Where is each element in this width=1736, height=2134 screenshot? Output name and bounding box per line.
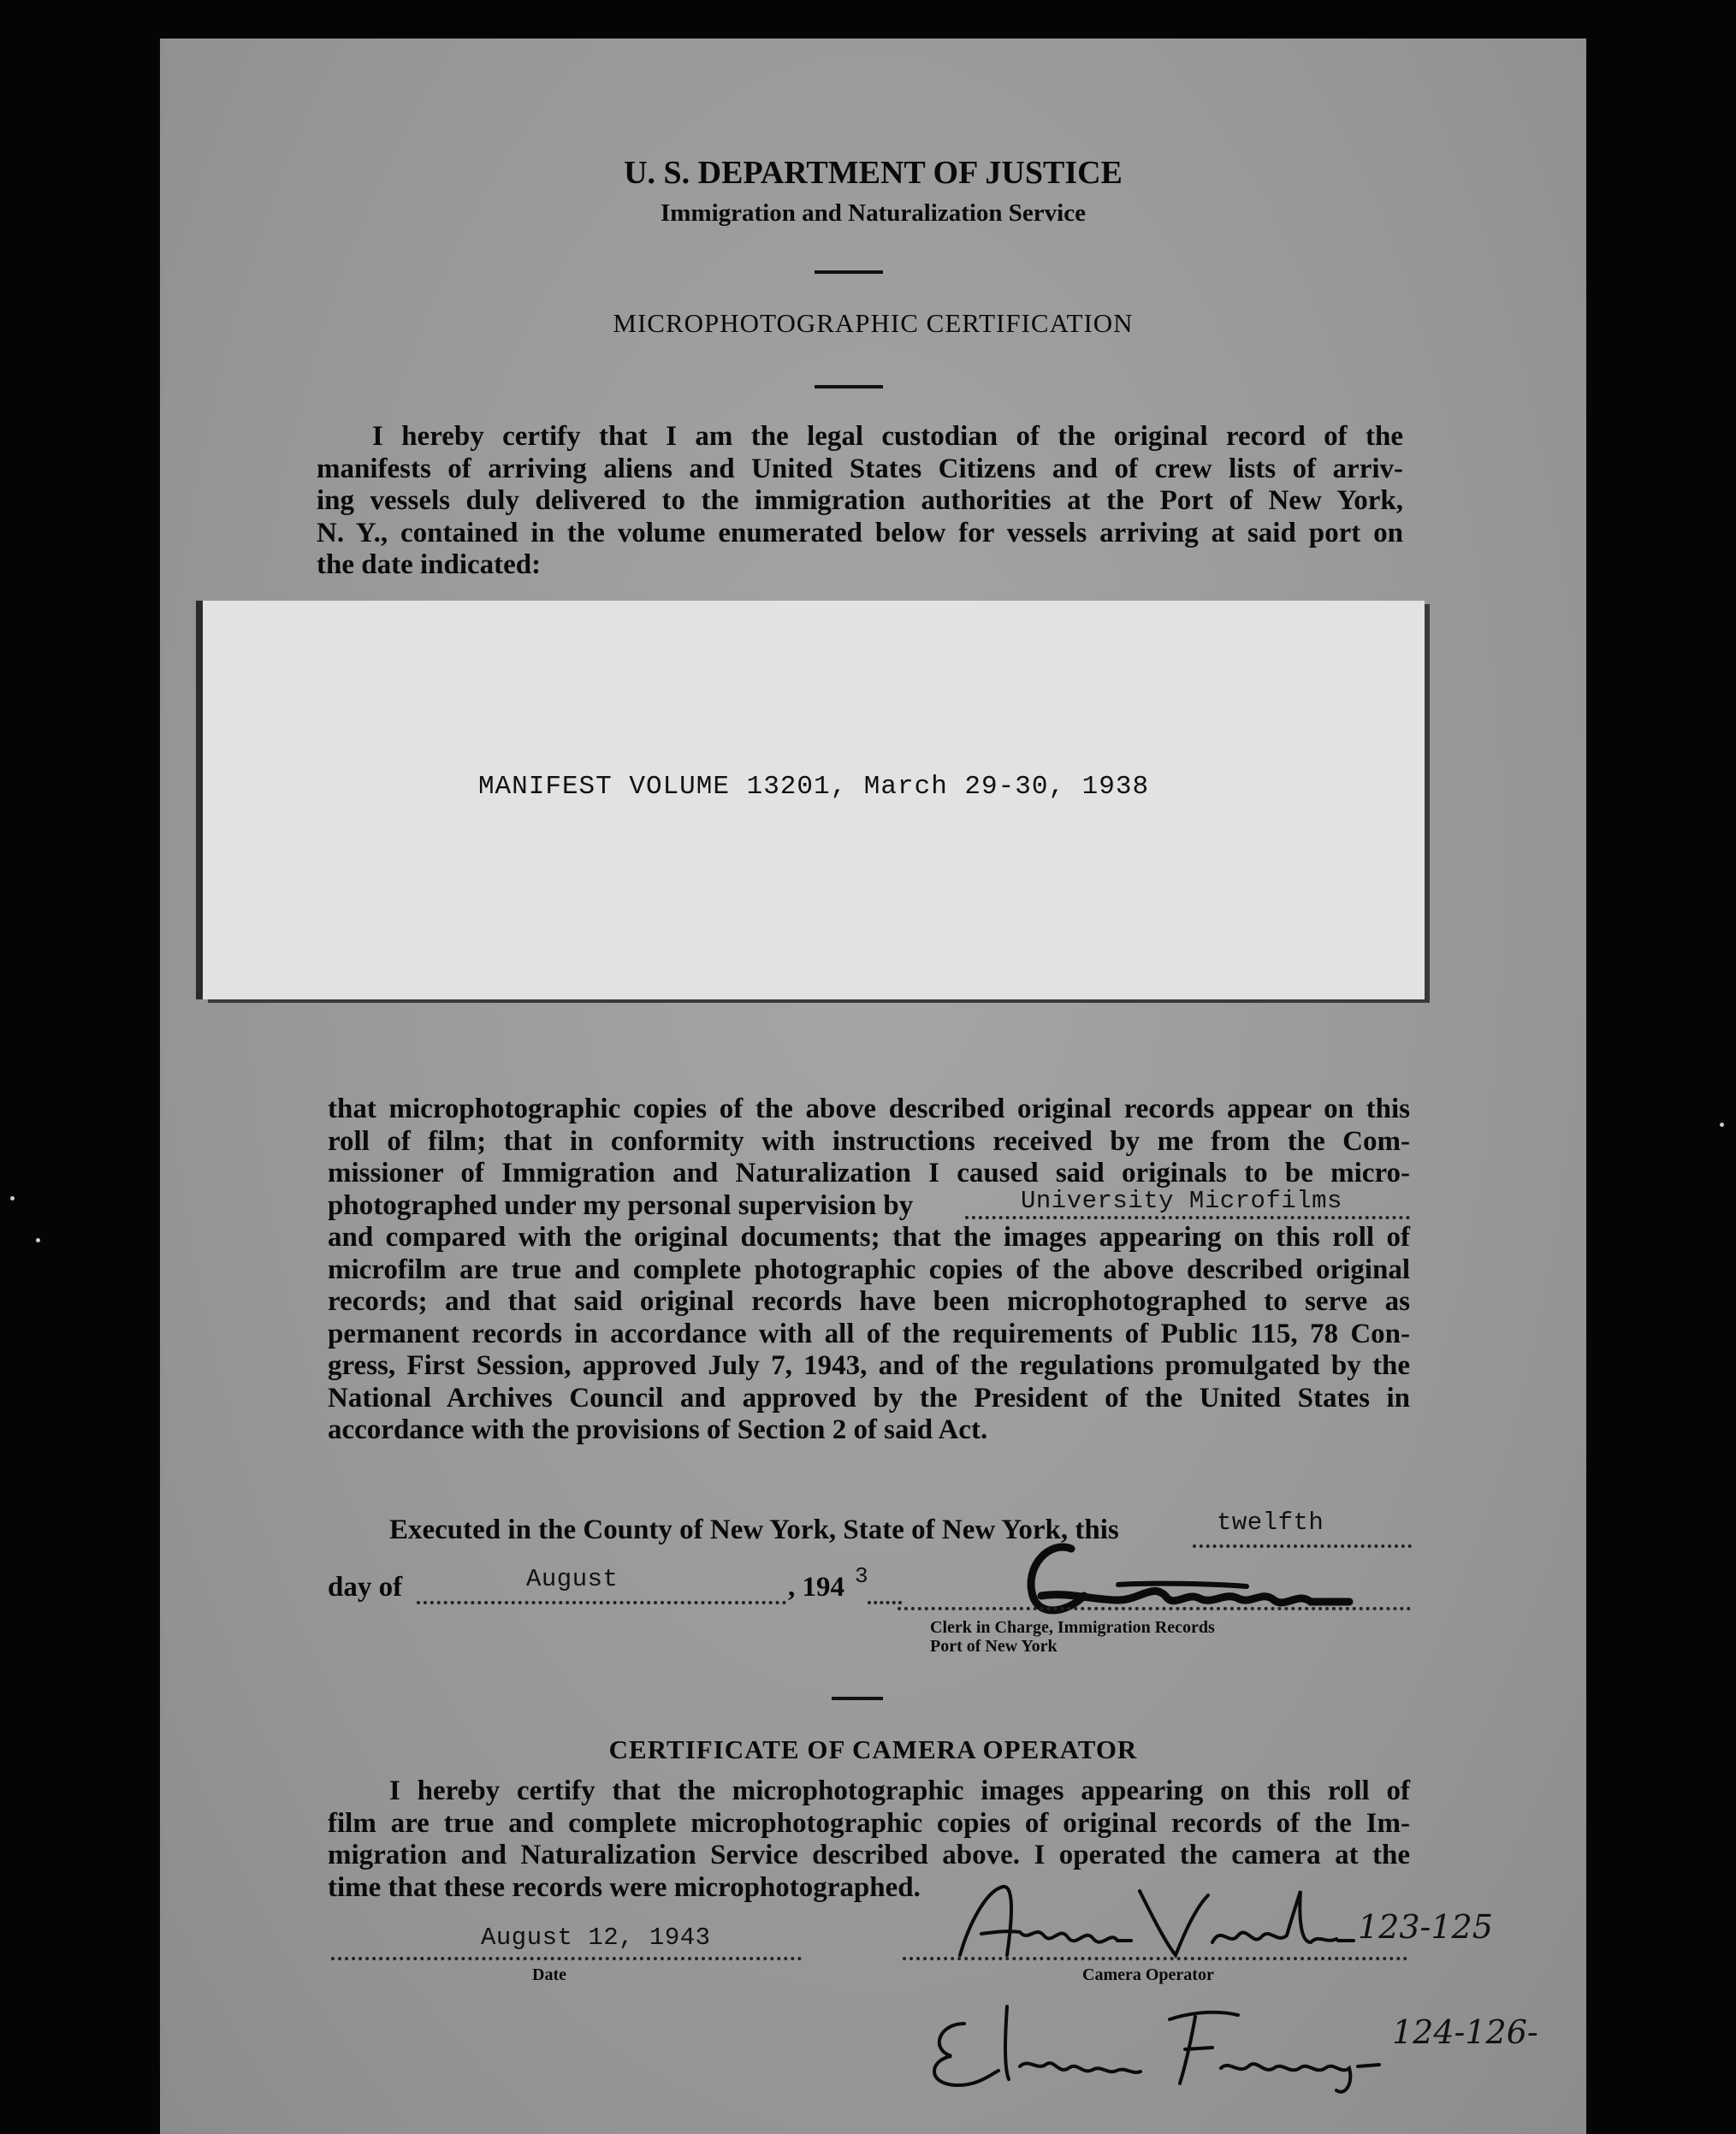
year-dotted-line (868, 1601, 902, 1604)
intro-paragraph (317, 421, 1403, 582)
text-line: permanent records in accordance with all of the requirements of Public 115, 78 Con- (328, 1318, 1410, 1349)
text-line: and compared with the original documents; that the images appearing on this roll of (328, 1222, 1410, 1253)
text-line: migration and Naturalization Service described above. I operated the camera at the (328, 1840, 1410, 1870)
film-speck (36, 1238, 40, 1242)
text-line: roll of film; that in conformity with instructions received by me from the Com- (328, 1125, 1410, 1157)
text-line: records; and that said original records have been microphotographed to serve as (328, 1286, 1410, 1317)
document-title: MICROPHOTOGRAPHIC CERTIFICATION (613, 308, 1134, 338)
text-line: that microphotographic copies of the above described original records appear on this (328, 1094, 1410, 1124)
month-dotted-line (417, 1601, 786, 1604)
year-prefix: , 194 (788, 1572, 844, 1603)
operator-signature-2-range: 124-126- (1392, 2013, 1538, 2051)
clerk-title-line2: Port of New York (930, 1637, 1058, 1656)
day-value: twelfth (1217, 1509, 1324, 1537)
text-line: time that these records were microphotographed. (328, 1871, 921, 1903)
volume-slip (203, 601, 1425, 999)
volume-slip-text: MANIFEST VOLUME 13201, March 29-30, 1938 (477, 772, 1150, 802)
text-line: accordance with the provisions of Section 2 of said Act. (328, 1414, 988, 1445)
text-line: ing vessels duly delivered to the immigration authorities at the Port of New York, (317, 485, 1403, 516)
supervision-line (328, 1186, 1410, 1223)
text-line: missioner of Immigration and Naturalization I caused said originals to be micro- (328, 1158, 1410, 1189)
text-line: manifests of arriving aliens and United States Citizens and of crew lists of arriv- (317, 453, 1403, 484)
date-value: August 12, 1943 (481, 1924, 711, 1952)
date-dotted-line (331, 1957, 802, 1960)
film-speck (10, 1196, 15, 1200)
film-speck (1720, 1123, 1724, 1127)
supervision-value: University Microfilms (1021, 1186, 1342, 1215)
text-line: gress, First Session, approved July 7, 1943, and of the regulations promulgated by the (328, 1350, 1410, 1381)
agency-heading: U. S. DEPARTMENT OF JUSTICE (624, 155, 1123, 191)
supervision-prefix: photographed under my personal supervision by (328, 1189, 914, 1221)
camera-section-title: CERTIFICATE OF CAMERA OPERATOR (608, 1734, 1138, 1764)
clerk-title-line1: Clerk in Charge, Immigration Records (930, 1618, 1215, 1637)
day-of-label: day of (328, 1572, 403, 1603)
divider (815, 270, 883, 274)
text-line: N. Y., contained in the volume enumerated below for vessels arriving at said port on (317, 517, 1403, 548)
text-line: National Archives Council and approved by the President of the United States in (328, 1382, 1410, 1414)
year-digit: 3 (855, 1563, 868, 1589)
certificate-page (160, 39, 1586, 2134)
month-value: August (526, 1565, 619, 1593)
text-line: I hereby certify that I am the legal custodian of the original record of the (372, 421, 1403, 452)
service-subheading: Immigration and Naturalization Service (661, 199, 1086, 227)
operator-label: Camera Operator (1082, 1965, 1214, 1984)
body-paragraph (328, 1094, 1410, 1447)
execution-prefix: Executed in the County of New York, State of New York, this (389, 1515, 1119, 1545)
date-label: Date (532, 1965, 566, 1984)
divider (815, 385, 883, 388)
text-line: the date indicated: (317, 549, 542, 580)
clerk-signature-line (898, 1607, 1411, 1610)
operator-signature-range: 123-125 (1358, 1908, 1493, 1946)
text-line: microfilm are true and complete photographic copies of the above described original (328, 1254, 1410, 1285)
divider (832, 1697, 883, 1700)
text-line: I hereby certify that the microphotographic images appearing on this roll of (389, 1775, 1410, 1806)
text-line: film are true and complete microphotographic copies of original records of the Im- (328, 1807, 1410, 1839)
